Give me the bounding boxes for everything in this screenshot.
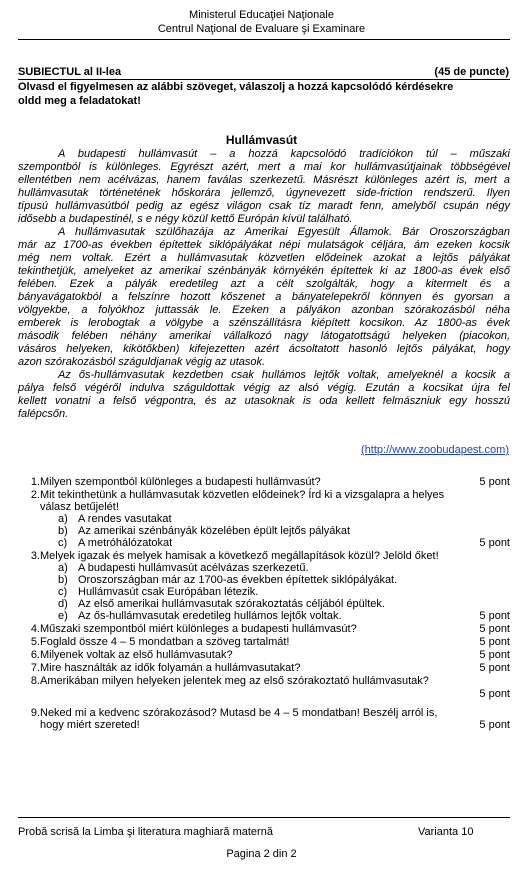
question-number: 7. xyxy=(30,662,40,674)
page-number: Pagina 2 din 2 xyxy=(226,848,297,860)
option-letter: b) xyxy=(58,574,68,586)
option-letter: a) xyxy=(58,562,68,574)
question-text: Műszaki szempontból miért különleges a budapesti hullámvasút? xyxy=(40,623,357,635)
header-ministry: Ministerul Educaţiei Naţionale xyxy=(189,9,334,21)
question-text: Mire használták az idők folyamán a hullámvasutakat? xyxy=(40,662,301,674)
option-letter: b) xyxy=(58,525,68,537)
header-center: Centrul Naţional de Evaluare şi Examinare xyxy=(157,23,366,35)
question-text: Amerikában milyen helyeken jelentek meg az első szórakoztató hullámvasutak? xyxy=(40,675,429,687)
article-line: völgyekbe, a folyókhoz juttassák le. Ezeken a pályákon azonban szórakozásból néha xyxy=(18,304,510,316)
question-points: 5 pont xyxy=(479,476,510,488)
article-line: ellentétben nem acélvázas, hanem faválas szerkezetű. Másrészt különleges azért is, mert a xyxy=(18,174,510,186)
question-number: 5. xyxy=(30,636,40,648)
article-line: A budapesti hullámvasút – a hozzá kapcsolódó tradíciókon túl – műszaki xyxy=(58,148,510,160)
article-line: pálya felső végéről indulva száguldottak végig az alsó végig. Ezután a kocsikat újra fel xyxy=(18,382,510,394)
footer-variant: Varianta 10 xyxy=(418,826,474,838)
article-line: már az 1700-as években építettek siklópályákat népi mulatságok céljára, ám ezeken kocsik xyxy=(18,239,510,251)
question-points: 5 pont xyxy=(479,662,510,674)
question-number: 6. xyxy=(30,649,40,661)
option-letter: e) xyxy=(58,610,68,622)
instruction-line-2: oldd meg a feladatokat! xyxy=(18,95,141,107)
article-line: hullámvasutak történetének hőskorára jellemző, úgynevezett side-friction rendszerű. Ilyen xyxy=(18,187,510,199)
subject-title: SUBIECTUL al II-lea xyxy=(18,66,122,78)
subject-points: (45 de puncte) xyxy=(434,66,509,78)
article-line: második felében néhány amerikai vállalkozó nagy látogatottságú helyeken (piacokon, xyxy=(18,330,510,342)
question-text: Foglald össze 4 – 5 mondatban a szöveg tartalmát! xyxy=(40,636,290,648)
option-text: Az amerikai szénbányák közelében épült lejtős pályákat xyxy=(78,525,351,537)
option-text: A metróhálózatokat xyxy=(78,537,173,549)
footer-divider xyxy=(18,817,510,818)
question-text: Melyek igazak és melyek hamisak a következő megállapítások közül? Jelöld őket! xyxy=(40,550,439,562)
question-number: 4. xyxy=(30,623,40,635)
article-line: idősebb a budapestinél, s e négy közül kettő Európán kívül található. xyxy=(18,213,353,225)
option-text: Hullámvasút csak Európában létezik. xyxy=(78,586,259,598)
option-letter: c) xyxy=(58,586,68,598)
option-letter: c) xyxy=(58,537,68,549)
article-line: Az ős-hullámvasutak kezdetben csak hullámos lejtők voltak, amelyeknél a kocsik a xyxy=(58,369,510,381)
question-points: 5 pont xyxy=(479,537,510,549)
instruction-line-1: Olvasd el figyelmesen az alábbi szöveget, válaszolj a hozzá kapcsolódó kérdésekre xyxy=(18,81,454,93)
article-line: még nem voltak. Ezért a hullámvasutak közvetlen elődeinek azokat a lejtős pályákat xyxy=(18,252,510,264)
question-points: 5 pont xyxy=(479,623,510,635)
article-line: tekinthetjük, amelyeket az amerikai szénbányák környékén építettek ki az 1800-as évek első xyxy=(18,265,510,277)
option-text: A budapesti hullámvasút acélvázas szerkezetű. xyxy=(78,562,309,574)
article-line: vásáros helyeken, kikötőkben) kifejezetten azért ácsoltatott hasonló lejtős pályákat, hogy xyxy=(18,343,510,355)
question-text: Milyen szempontból különleges a budapesti hullámvasút? xyxy=(40,476,321,488)
article-title: Hullámvasút xyxy=(225,133,298,147)
source-link-text[interactable]: (http://www.zoobudapest.com) xyxy=(361,444,509,456)
question-text: Neked mi a kedvenc szórakozásod? Mutasd be 4 – 5 mondatban! Beszélj arról is, xyxy=(40,707,438,719)
question-number: 9. xyxy=(30,707,40,719)
article-line: A hullámvasutak szülőhazája az Amerikai Egyesült Államok. Bár Oroszországban xyxy=(58,226,510,238)
option-text: Az első amerikai hullámvasutak szórakoztatás céljából épültek. xyxy=(78,598,385,610)
article-line: falépcsőn. xyxy=(18,408,69,420)
question-points: 5 pont xyxy=(479,610,510,622)
question-text: Milyenek voltak az első hullámvasutak? xyxy=(40,649,233,661)
question-points: 5 pont xyxy=(479,719,510,731)
source-link[interactable] xyxy=(361,444,509,457)
question-points: 5 pont xyxy=(479,636,510,648)
question-text: hogy miért szereted! xyxy=(40,719,140,731)
question-text: Mit tekinthetünk a hullámvasutak közvetlen elődeinek? Írd ki a vizsgalapra a helyes xyxy=(40,489,445,501)
article-line: bányavágatokból a felszínre hozott kőszenet a bányatelepekről könnyen és gyorsan a xyxy=(18,291,510,303)
option-letter: d) xyxy=(58,598,68,610)
article-line: kellett vonatni a felső végpontra, és az utasoknak is oda kellett felmászniuk egy hosszú xyxy=(18,395,510,407)
article-line: emberek is lerobogtak a völgybe a szénszállításra kiépített kocsikon. Az 1800-as évek xyxy=(18,317,510,329)
question-points: 5 pont xyxy=(479,649,510,661)
question-text: válasz betűjelét! xyxy=(40,501,119,513)
footer-exam-name: Probă scrisă la Limba şi literatura maghiară maternă xyxy=(18,826,273,838)
question-number: 2. xyxy=(30,489,40,501)
question-number: 3. xyxy=(30,550,40,562)
question-number: 8. xyxy=(30,675,40,687)
article-line: szempontból is különleges. Egyrészt azért, mert a mai kor hullámvasútjainak többségével xyxy=(18,161,510,173)
subject-underline xyxy=(18,79,510,80)
header-divider xyxy=(18,39,510,40)
option-text: Oroszországban már az 1700-as években építettek siklópályákat. xyxy=(78,574,398,586)
article-line: azon szórakozásból száguldjanak végig az utasok. xyxy=(18,356,266,368)
option-text: Az ős-hullámvasutak eredetileg hullámos lejtők voltak. xyxy=(78,610,342,622)
question-number: 1. xyxy=(30,476,40,488)
article-line: típusú hullámvasútból pedig az egész világon csak tíz maradt fenn, amelyből csupán négy xyxy=(18,200,510,212)
option-letter: a) xyxy=(58,513,68,525)
article-line: felében. Ezek a pályák eredetileg azt a célt szolgálták, hogy a kitermelt és a xyxy=(18,278,510,290)
question-points: 5 pont xyxy=(479,688,510,700)
option-text: A rendes vasutakat xyxy=(78,513,172,525)
